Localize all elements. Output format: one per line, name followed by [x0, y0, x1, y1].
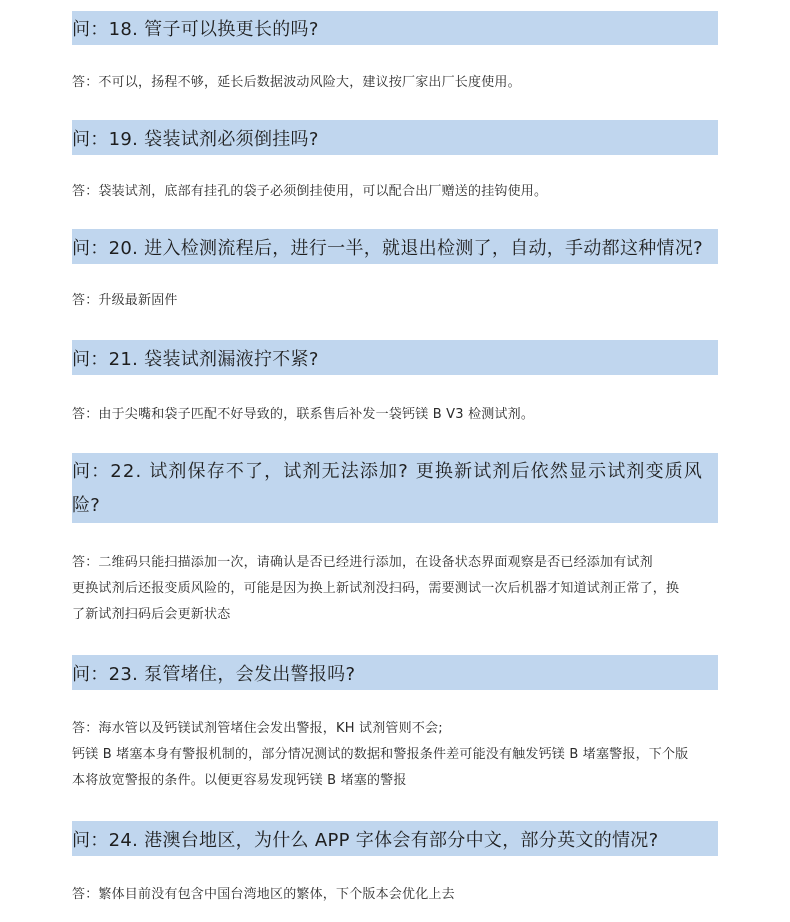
answer-line: 答：袋装试剂，底部有挂孔的袋子必须倒挂使用，可以配合出厂赠送的挂钩使用。 — [72, 184, 548, 199]
question-text: 问：18. 管子可以换更长的吗? — [72, 19, 319, 40]
answer-line: 答：升级最新固件 — [72, 293, 178, 308]
question-text: 问：19. 袋装试剂必须倒挂吗? — [72, 128, 319, 150]
faq-question-18 — [72, 11, 718, 45]
answer-line: 答：海水管以及钙镁试剂管堵住会发出警报，KH 试剂管则不会; — [72, 721, 443, 736]
faq-question-19 — [72, 120, 718, 155]
faq-answer-24 — [72, 882, 722, 908]
faq-question-21 — [72, 340, 718, 375]
faq-answer-23 — [72, 716, 722, 794]
answer-line: 钙镁 B 堵塞本身有警报机制的，部分情况测试的数据和警报条件差可能没有触发钙镁 B 堵塞警报，下个版 — [72, 747, 689, 762]
faq-answer-22 — [72, 550, 722, 628]
faq-answer-21 — [72, 402, 722, 428]
faq-question-20 — [72, 229, 718, 264]
answer-line: 本将放宽警报的条件。以便更容易发现钙镁 B 堵塞的警报 — [72, 773, 407, 788]
question-text: 问：21. 袋装试剂漏液拧不紧? — [72, 348, 319, 370]
answer-line: 答：繁体目前没有包含中国台湾地区的繁体，下个版本会优化上去 — [72, 887, 455, 902]
question-text-line: 险? — [72, 495, 101, 516]
faq-question-22 — [72, 453, 718, 523]
answer-line: 答：不可以，扬程不够，延长后数据波动风险大，建议按厂家出厂长度使用。 — [72, 75, 521, 90]
faq-question-24 — [72, 821, 718, 856]
answer-line: 答：由于尖嘴和袋子匹配不好导致的，联系售后补发一袋钙镁 B V3 检测试剂。 — [72, 407, 535, 422]
question-text: 问：20. 进入检测流程后，进行一半，就退出检测了，自动，手动都这种情况? — [72, 237, 703, 259]
faq-answer-19 — [72, 179, 722, 205]
answer-line: 了新试剂扫码后会更新状态 — [72, 607, 231, 622]
answer-line: 更换试剂后还报变质风险的，可能是因为换上新试剂没扫码，需要测试一次后机器才知道试剂正常了，换 — [72, 581, 680, 596]
question-text: 问：23. 泵管堵住，会发出警报吗? — [72, 663, 356, 685]
question-text-line: 问：22. 试剂保存不了，试剂无法添加? 更换新试剂后依然显示试剂变质风 — [72, 461, 704, 482]
faq-answer-20 — [72, 288, 722, 314]
question-text: 问：24. 港澳台地区，为什么 APP 字体会有部分中文，部分英文的情况? — [72, 829, 659, 851]
faq-question-23 — [72, 655, 718, 690]
faq-answer-18 — [72, 70, 722, 96]
answer-line: 答：二维码只能扫描添加一次，请确认是否已经进行添加，在设备状态界面观察是否已经添加有试剂 — [72, 555, 653, 570]
